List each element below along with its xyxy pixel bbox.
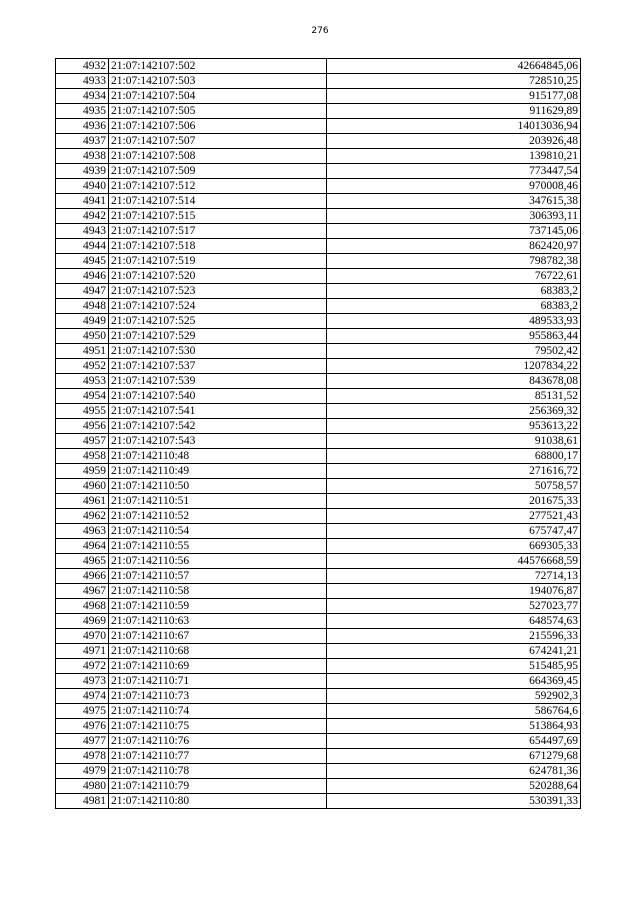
table-row bbox=[56, 209, 581, 224]
cadastral-number-cell: 21:07:142107:541 bbox=[109, 404, 327, 419]
row-number-cell: 4961 bbox=[56, 494, 109, 509]
cadastral-number-cell: 21:07:142107:543 bbox=[109, 434, 327, 449]
table-row bbox=[56, 194, 581, 209]
row-number-cell: 4939 bbox=[56, 164, 109, 179]
table-row bbox=[56, 434, 581, 449]
cadastral-number-cell: 21:07:142110:77 bbox=[109, 749, 327, 764]
cadastral-number-cell: 21:07:142110:54 bbox=[109, 524, 327, 539]
cadastral-number-cell: 21:07:142110:57 bbox=[109, 569, 327, 584]
value-cell: 91038,61 bbox=[327, 434, 581, 449]
value-cell: 79502,42 bbox=[327, 344, 581, 359]
value-cell: 513864,93 bbox=[327, 719, 581, 734]
value-cell: 44576668,59 bbox=[327, 554, 581, 569]
row-number-cell: 4950 bbox=[56, 329, 109, 344]
row-number-cell: 4977 bbox=[56, 734, 109, 749]
row-number-cell: 4965 bbox=[56, 554, 109, 569]
value-cell: 489533,93 bbox=[327, 314, 581, 329]
row-number-cell: 4978 bbox=[56, 749, 109, 764]
row-number-cell: 4946 bbox=[56, 269, 109, 284]
table-row bbox=[56, 374, 581, 389]
value-cell: 586764,6 bbox=[327, 704, 581, 719]
cadastral-number-cell: 21:07:142107:540 bbox=[109, 389, 327, 404]
table-row bbox=[56, 104, 581, 119]
table-row bbox=[56, 704, 581, 719]
table-row bbox=[56, 599, 581, 614]
table-row bbox=[56, 734, 581, 749]
row-number-cell: 4937 bbox=[56, 134, 109, 149]
cadastral-number-cell: 21:07:142110:74 bbox=[109, 704, 327, 719]
value-cell: 664369,45 bbox=[327, 674, 581, 689]
cadastral-number-cell: 21:07:142107:520 bbox=[109, 269, 327, 284]
value-cell: 773447,54 bbox=[327, 164, 581, 179]
value-cell: 648574,63 bbox=[327, 614, 581, 629]
table-row bbox=[56, 359, 581, 374]
table-row bbox=[56, 419, 581, 434]
table-row bbox=[56, 299, 581, 314]
row-number-cell: 4942 bbox=[56, 209, 109, 224]
row-number-cell: 4940 bbox=[56, 179, 109, 194]
value-cell: 256369,32 bbox=[327, 404, 581, 419]
value-cell: 654497,69 bbox=[327, 734, 581, 749]
table-row bbox=[56, 689, 581, 704]
value-cell: 203926,48 bbox=[327, 134, 581, 149]
table-row bbox=[56, 179, 581, 194]
row-number-cell: 4969 bbox=[56, 614, 109, 629]
row-number-cell: 4970 bbox=[56, 629, 109, 644]
table-row bbox=[56, 119, 581, 134]
cadastral-number-cell: 21:07:142110:75 bbox=[109, 719, 327, 734]
row-number-cell: 4979 bbox=[56, 764, 109, 779]
row-number-cell: 4949 bbox=[56, 314, 109, 329]
value-cell: 1207834,22 bbox=[327, 359, 581, 374]
row-number-cell: 4954 bbox=[56, 389, 109, 404]
row-number-cell: 4958 bbox=[56, 449, 109, 464]
cadastral-number-cell: 21:07:142110:67 bbox=[109, 629, 327, 644]
table-row bbox=[56, 554, 581, 569]
value-cell: 530391,33 bbox=[327, 794, 581, 809]
table-row bbox=[56, 644, 581, 659]
table-row bbox=[56, 464, 581, 479]
cadastral-number-cell: 21:07:142107:539 bbox=[109, 374, 327, 389]
cadastral-number-cell: 21:07:142107:517 bbox=[109, 224, 327, 239]
cadastral-number-cell: 21:07:142107:525 bbox=[109, 314, 327, 329]
table-row bbox=[56, 674, 581, 689]
value-cell: 194076,87 bbox=[327, 584, 581, 599]
value-cell: 68383,2 bbox=[327, 299, 581, 314]
cadastral-number-cell: 21:07:142107:515 bbox=[109, 209, 327, 224]
value-cell: 592902,3 bbox=[327, 689, 581, 704]
table-row bbox=[56, 269, 581, 284]
value-cell: 915177,08 bbox=[327, 89, 581, 104]
value-cell: 72714,13 bbox=[327, 569, 581, 584]
cadastral-number-cell: 21:07:142107:512 bbox=[109, 179, 327, 194]
row-number-cell: 4960 bbox=[56, 479, 109, 494]
row-number-cell: 4967 bbox=[56, 584, 109, 599]
table-row bbox=[56, 479, 581, 494]
row-number-cell: 4944 bbox=[56, 239, 109, 254]
table-row bbox=[56, 74, 581, 89]
cadastral-number-cell: 21:07:142107:523 bbox=[109, 284, 327, 299]
value-cell: 728510,25 bbox=[327, 74, 581, 89]
value-cell: 201675,33 bbox=[327, 494, 581, 509]
value-cell: 955863,44 bbox=[327, 329, 581, 344]
table-row bbox=[56, 584, 581, 599]
row-number-cell: 4938 bbox=[56, 149, 109, 164]
cadastral-number-cell: 21:07:142110:76 bbox=[109, 734, 327, 749]
row-number-cell: 4955 bbox=[56, 404, 109, 419]
cadastral-number-cell: 21:07:142110:55 bbox=[109, 539, 327, 554]
cadastral-number-cell: 21:07:142107:502 bbox=[109, 59, 327, 74]
table-row bbox=[56, 764, 581, 779]
table-row bbox=[56, 389, 581, 404]
cadastral-number-cell: 21:07:142107:518 bbox=[109, 239, 327, 254]
value-cell: 50758,57 bbox=[327, 479, 581, 494]
table-row bbox=[56, 134, 581, 149]
value-cell: 215596,33 bbox=[327, 629, 581, 644]
value-cell: 911629,89 bbox=[327, 104, 581, 119]
row-number-cell: 4968 bbox=[56, 599, 109, 614]
registry-table-body bbox=[56, 59, 581, 809]
value-cell: 271616,72 bbox=[327, 464, 581, 479]
cadastral-number-cell: 21:07:142110:59 bbox=[109, 599, 327, 614]
row-number-cell: 4945 bbox=[56, 254, 109, 269]
row-number-cell: 4971 bbox=[56, 644, 109, 659]
row-number-cell: 4951 bbox=[56, 344, 109, 359]
row-number-cell: 4959 bbox=[56, 464, 109, 479]
table-row bbox=[56, 449, 581, 464]
cadastral-number-cell: 21:07:142107:530 bbox=[109, 344, 327, 359]
row-number-cell: 4953 bbox=[56, 374, 109, 389]
table-row bbox=[56, 254, 581, 269]
cadastral-number-cell: 21:07:142110:51 bbox=[109, 494, 327, 509]
cadastral-number-cell: 21:07:142110:80 bbox=[109, 794, 327, 809]
cadastral-number-cell: 21:07:142107:509 bbox=[109, 164, 327, 179]
row-number-cell: 4948 bbox=[56, 299, 109, 314]
cadastral-number-cell: 21:07:142110:63 bbox=[109, 614, 327, 629]
row-number-cell: 4935 bbox=[56, 104, 109, 119]
cadastral-number-cell: 21:07:142110:56 bbox=[109, 554, 327, 569]
table-row bbox=[56, 314, 581, 329]
cadastral-number-cell: 21:07:142110:48 bbox=[109, 449, 327, 464]
row-number-cell: 4947 bbox=[56, 284, 109, 299]
value-cell: 624781,36 bbox=[327, 764, 581, 779]
row-number-cell: 4974 bbox=[56, 689, 109, 704]
cadastral-number-cell: 21:07:142107:537 bbox=[109, 359, 327, 374]
table-row bbox=[56, 509, 581, 524]
table-row bbox=[56, 404, 581, 419]
row-number-cell: 4964 bbox=[56, 539, 109, 554]
cadastral-number-cell: 21:07:142110:69 bbox=[109, 659, 327, 674]
cadastral-number-cell: 21:07:142110:79 bbox=[109, 779, 327, 794]
value-cell: 42664845,06 bbox=[327, 59, 581, 74]
row-number-cell: 4932 bbox=[56, 59, 109, 74]
table-row bbox=[56, 59, 581, 74]
value-cell: 527023,77 bbox=[327, 599, 581, 614]
table-row bbox=[56, 779, 581, 794]
table-row bbox=[56, 569, 581, 584]
cadastral-number-cell: 21:07:142107:514 bbox=[109, 194, 327, 209]
value-cell: 737145,06 bbox=[327, 224, 581, 239]
value-cell: 347615,38 bbox=[327, 194, 581, 209]
table-row bbox=[56, 344, 581, 359]
row-number-cell: 4943 bbox=[56, 224, 109, 239]
table-row bbox=[56, 224, 581, 239]
cadastral-number-cell: 21:07:142110:78 bbox=[109, 764, 327, 779]
table-row bbox=[56, 164, 581, 179]
value-cell: 14013036,94 bbox=[327, 119, 581, 134]
cadastral-number-cell: 21:07:142107:508 bbox=[109, 149, 327, 164]
value-cell: 669305,33 bbox=[327, 539, 581, 554]
row-number-cell: 4972 bbox=[56, 659, 109, 674]
cadastral-number-cell: 21:07:142107:519 bbox=[109, 254, 327, 269]
row-number-cell: 4966 bbox=[56, 569, 109, 584]
value-cell: 798782,38 bbox=[327, 254, 581, 269]
cadastral-number-cell: 21:07:142110:71 bbox=[109, 674, 327, 689]
cadastral-number-cell: 21:07:142107:504 bbox=[109, 89, 327, 104]
value-cell: 970008,46 bbox=[327, 179, 581, 194]
cadastral-number-cell: 21:07:142110:73 bbox=[109, 689, 327, 704]
value-cell: 76722,61 bbox=[327, 269, 581, 284]
table-row bbox=[56, 749, 581, 764]
value-cell: 843678,08 bbox=[327, 374, 581, 389]
value-cell: 953613,22 bbox=[327, 419, 581, 434]
table-row bbox=[56, 719, 581, 734]
row-number-cell: 4934 bbox=[56, 89, 109, 104]
value-cell: 515485,95 bbox=[327, 659, 581, 674]
table-row bbox=[56, 239, 581, 254]
table-row bbox=[56, 329, 581, 344]
value-cell: 674241,21 bbox=[327, 644, 581, 659]
row-number-cell: 4933 bbox=[56, 74, 109, 89]
table-row bbox=[56, 659, 581, 674]
value-cell: 520288,64 bbox=[327, 779, 581, 794]
row-number-cell: 4963 bbox=[56, 524, 109, 539]
registry-table bbox=[55, 58, 581, 809]
row-number-cell: 4975 bbox=[56, 704, 109, 719]
cadastral-number-cell: 21:07:142107:529 bbox=[109, 329, 327, 344]
value-cell: 68800,17 bbox=[327, 449, 581, 464]
table-row bbox=[56, 494, 581, 509]
cadastral-number-cell: 21:07:142107:505 bbox=[109, 104, 327, 119]
value-cell: 671279,68 bbox=[327, 749, 581, 764]
table-row bbox=[56, 629, 581, 644]
row-number-cell: 4956 bbox=[56, 419, 109, 434]
cadastral-number-cell: 21:07:142107:503 bbox=[109, 74, 327, 89]
cadastral-number-cell: 21:07:142107:507 bbox=[109, 134, 327, 149]
value-cell: 68383,2 bbox=[327, 284, 581, 299]
row-number-cell: 4936 bbox=[56, 119, 109, 134]
cadastral-number-cell: 21:07:142107:506 bbox=[109, 119, 327, 134]
row-number-cell: 4962 bbox=[56, 509, 109, 524]
cadastral-number-cell: 21:07:142110:49 bbox=[109, 464, 327, 479]
table-row bbox=[56, 524, 581, 539]
table-row bbox=[56, 794, 581, 809]
row-number-cell: 4957 bbox=[56, 434, 109, 449]
value-cell: 306393,11 bbox=[327, 209, 581, 224]
row-number-cell: 4973 bbox=[56, 674, 109, 689]
table-row bbox=[56, 614, 581, 629]
row-number-cell: 4952 bbox=[56, 359, 109, 374]
page-number: 276 bbox=[311, 26, 329, 36]
cadastral-number-cell: 21:07:142107:542 bbox=[109, 419, 327, 434]
row-number-cell: 4976 bbox=[56, 719, 109, 734]
value-cell: 139810,21 bbox=[327, 149, 581, 164]
cadastral-number-cell: 21:07:142110:52 bbox=[109, 509, 327, 524]
table-row bbox=[56, 539, 581, 554]
table-row bbox=[56, 284, 581, 299]
cadastral-number-cell: 21:07:142110:50 bbox=[109, 479, 327, 494]
table-row bbox=[56, 89, 581, 104]
value-cell: 862420,97 bbox=[327, 239, 581, 254]
cadastral-number-cell: 21:07:142107:524 bbox=[109, 299, 327, 314]
row-number-cell: 4941 bbox=[56, 194, 109, 209]
value-cell: 675747,47 bbox=[327, 524, 581, 539]
value-cell: 85131,52 bbox=[327, 389, 581, 404]
row-number-cell: 4980 bbox=[56, 779, 109, 794]
cadastral-number-cell: 21:07:142110:68 bbox=[109, 644, 327, 659]
row-number-cell: 4981 bbox=[56, 794, 109, 809]
cadastral-number-cell: 21:07:142110:58 bbox=[109, 584, 327, 599]
table-row bbox=[56, 149, 581, 164]
value-cell: 277521,43 bbox=[327, 509, 581, 524]
